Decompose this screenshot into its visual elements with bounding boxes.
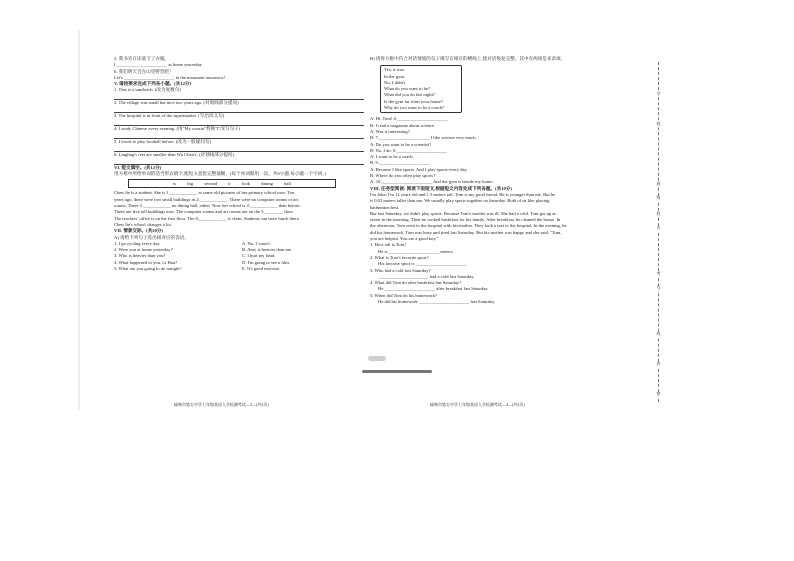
reading-question: 1. How tall is Tom? [370,242,407,248]
page-3 [114,56,376,410]
match-answer: D. I'm going to see a film. [242,259,291,265]
seal-line [658,62,659,402]
match-question: 5. What are you going to do tonight? [114,265,182,271]
answer-line [114,132,364,139]
strip-label: 密 [654,392,663,397]
dialog-line: A: Was it interesting? [370,128,410,134]
answer-line [114,107,364,114]
passage-line: rooms. There 3.____________ no dining hall, either. Now her school is 4.____________ than before. [114,203,301,209]
reading-question: 2. What is Tom's favorite sport? [370,254,429,260]
dialog-line: B: No, I do. 8.______________________ [370,147,447,153]
matching-list [114,241,376,272]
question-line: 4. I study Chinese every evening. (用"My cousin"替换"I"改写句子) [114,126,241,132]
dialog-options-box [380,65,462,113]
question-line: 1. This is a sandwich. (改为复数句) [114,87,181,93]
scan-smudge [368,356,386,361]
scan-mark [362,370,432,373]
strip-label: 校 [654,122,663,127]
dialog-line: B: 9.______________________ [370,160,430,166]
dialog-line: B: I read a magazine about science. [370,122,436,128]
match-question: 4. What happened to you, Li Hua? [114,259,178,265]
strip-label: 姓 [654,212,663,217]
dialog-line: A: 10.______________________ And the gym is beside my home. [370,179,494,185]
section-heading: VI. 短文填空。(共12分) [114,164,162,170]
strip-label: 号 [654,286,663,291]
reading-answer: He ______________________ after breakfast last Saturday. [378,286,489,292]
strip-label: 线 [654,332,663,337]
question-line: 2. The village was small but nice two years ago. (对划线部分提问) [114,100,239,106]
reading-line: did his homework. Tom was busy and tired last Saturday. But his mother was happy and she said, "Tom, [370,229,562,235]
section-8-heading: VIII. 任务型阅读: 阅读下面短文,根据短文内容完成下列各题。(共10分) [370,185,512,191]
reading-answer: His favorite sport is ______________________. [378,261,468,267]
passage-line: years ago, there were two small buildings in 2.____________. There were no computer rooms or art [114,196,299,202]
dialog-option: What did you do last night? [384,92,435,98]
match-answer: E. It's good exercise. [242,265,281,271]
reading-passage [370,192,640,242]
dialog-line: B: 7.______________________ I like science very much. [370,135,477,141]
dialog-line: A: Because I like sports. And I play sports every day. [370,166,468,172]
reading-line: you are helpful. You are a good boy." [370,236,439,242]
section-7b-instruction: B) 请将方框中符合对话情境的句子填写在相应的横线上,使对话恢复完整。其中有两项是多余项。 [370,56,566,61]
match-question: 1. I go cycling every day. [114,240,161,246]
dialog-line: B: Where do you often play sports? [370,173,436,179]
strip-label: 学 [654,92,663,97]
page-3-footer: 榆林市第五中学七年级英语入学检测考试—3—(共4页) [174,401,269,407]
dialog-option: No, I didn't. [384,79,407,85]
dialog-line: A: Do you want to be a scientist? [370,141,432,147]
question-line: 用方框中所给单词的适当形式填空,使短文意思完整通顺。(每个单词限用一次。共6小题,每小题一个字词。) [114,171,327,177]
match-answer: B. Amy is heavier than me. [242,247,293,253]
answer-line [114,94,364,101]
passage-line: The teachers' office is on the first floor. The 6.____________ is clean. Students can have lunch there. [114,215,300,221]
section-7-heading: VII. 情景交际。(共20分) [114,228,163,234]
reading-line: is 0.02 meters taller than me. We usually play sports together on Saturday. Both of us like playing [370,198,550,204]
reading-question: 5. When did Tom do his homework? [370,292,438,298]
match-row [114,266,376,272]
section-7a-instruction: A) 请给下列句子选出相对应的答语。 [114,234,189,240]
reading-answer: He did his homework ______________________ last Saturday. [378,298,496,304]
reading-questions [370,242,640,305]
match-question: 2. Were you at home yesterday? [114,247,173,253]
question-line: 6. 我们明天会在山里野营吧！ [114,68,174,74]
dialog-option: Is the gym far from your home? [384,98,443,104]
match-question: 3. Who is heavier than you? [114,253,166,259]
reading-question: 4. What did Tom do after breakfast last Saturday? [370,280,462,286]
dialog-lines [370,116,640,185]
dialog-line: A: Hi, Tom! 6.______________________ [370,116,448,122]
reading-answer: ______________________ had a cold last Saturday. [378,273,475,279]
reading-answer: He is ______________________ meters. [378,248,454,254]
dialog-option: Yes, it was. [384,67,405,73]
reading-line: seven in the morning. Then he cooked breakfast for his family. After breakfast, he cleaned the house. In [370,217,561,223]
strip-label: 考 [654,272,663,277]
left-question-lines [114,56,376,177]
question-line: 5. I loved to play football before. (改为一般疑问句) [114,139,212,145]
scan-edge [78,30,80,410]
strip-label: 封 [654,362,663,367]
reading-line: the afternoon, Tom went to the hospital with his mother. They took a taxi to the hospital. In the evening, he [370,223,567,229]
strip-label: 名 [654,226,663,231]
question-line: 5. 我书夹在床底下了衣服。 [114,56,170,61]
question-line: Let's ______________________ in the mountain tomorrow! [114,74,226,80]
section-heading: V. 请按要求完成下列各小题。(共12分) [114,81,191,87]
question-line: 3. The hospital is in front of the supermarket. (写出同义句) [114,113,225,119]
answer-line [114,158,364,165]
binding-strip [652,62,670,402]
page-4-footer: 榆林市第五中学七年级英语入学检测考试—4—(共4页) [430,401,525,407]
answer-line [114,120,364,127]
passage-line: Chen Jie's school changes a lot. [114,221,172,227]
match-answer: C. I hurt my head. [242,253,276,259]
answer-line [114,145,364,152]
dialog-option: Why do you want to be a coach? [384,105,445,111]
question-line: 6. Lingling's feet are smaller than Wu Chen's. (对划线部分提问) [114,151,235,157]
page-4 [370,56,640,410]
passage-line: There are five tall buildings now. The computer rooms and art rooms are on the 5.________ floor. [114,209,294,215]
dialog-line: A: I want to be a coach. [370,154,414,160]
strip-label: 班 [654,182,663,187]
reading-line: I'm John. I'm 12 years old and 1.5 meters tall. Tom is my good friend. He is younger than me. But he [370,191,556,197]
match-answer: A. No, I wasn't. [242,240,271,246]
exam-sheet [92,56,700,410]
cloze-passage [114,190,376,228]
question-line: I ______________________ at home yesterday. [114,62,203,68]
reading-line: badminton best. [370,204,400,210]
reading-line: But last Saturday, we didn't play sports. Because Tom's mother was ill. She had a cold. Tom got up at [370,210,556,216]
dialog-option: What do you want to be? [384,86,431,92]
reading-question: 3. Who had a cold last Saturday? [370,267,431,273]
strip-label: 级 [654,196,663,201]
dialog-option: In the gym. [384,73,406,79]
word-bank-box: is big second it look dining hall [128,179,336,188]
passage-line: Chen Jie is a student. She is 1.____________ at some old pictures of her primary school now. Ten [114,190,294,196]
